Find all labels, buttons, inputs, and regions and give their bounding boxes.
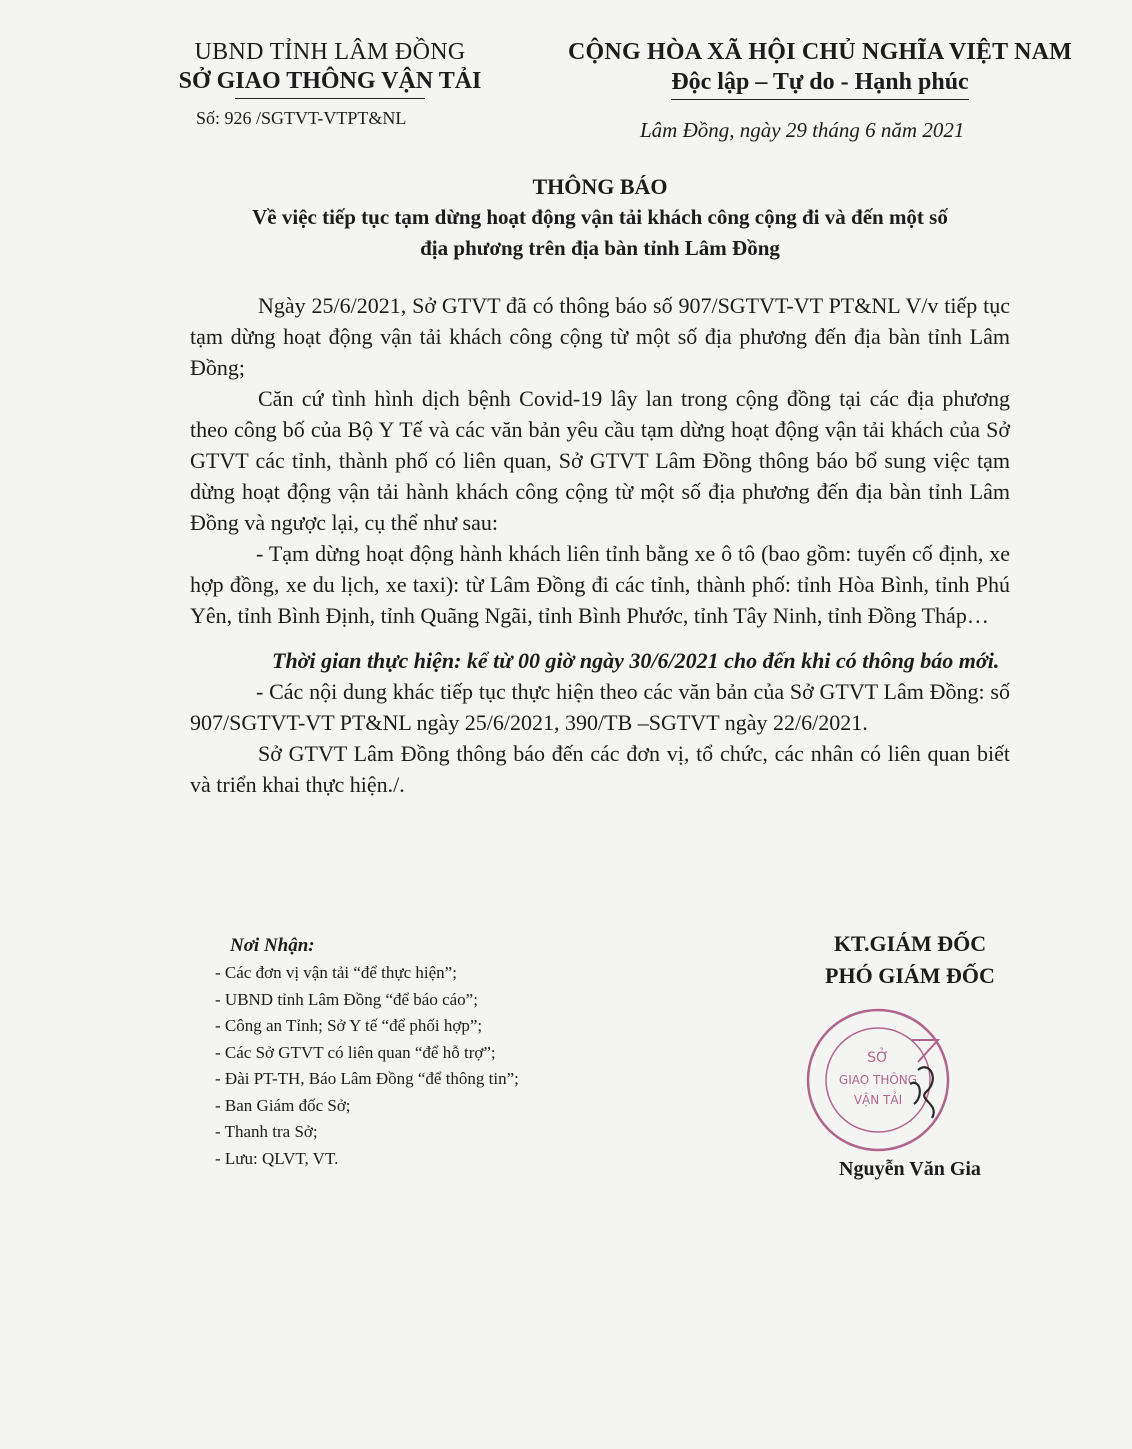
official-seal-stamp (800, 1000, 960, 1160)
title-main: THÔNG BÁO (532, 174, 668, 199)
paragraph-2: Căn cứ tình hình dịch bệnh Covid-19 lây lan trong cộng đồng tại các địa phương theo công bố của Bộ Y Tế và các văn bản yêu cầu tạm dừng hoạt động vận tải khách của Sở GTVT các tỉnh, thành phố có liên quan, Sở GTVT Lâm Đồng thông báo bổ sung việc tạm dừng hoạt động vận tải hành khách công cộng từ một số địa phương đến địa bàn tỉnh Lâm Đồng và ngược lại, cụ thể như sau: (190, 386, 1010, 535)
national-heading (560, 38, 1080, 100)
seal-text-line2: GIAO THÔNG (838, 1073, 918, 1087)
country-name: CỘNG HÒA XÃ HỘI CHỦ NGHĨA VIỆT NAM (568, 39, 1072, 65)
recipients-list (215, 932, 519, 1172)
recipient-item: - UBND tỉnh Lâm Đồng “để báo cáo”; (215, 989, 478, 1009)
motto: Độc lập – Tự do - Hạnh phúc (671, 66, 968, 100)
paragraph-1: Ngày 25/6/2021, Sở GTVT đã có thông báo số 907/SGTVT-VT PT&NL V/v tiếp tục tạm dừng hoạt động vận tải khách công cộng từ một số địa phương đến địa bàn tỉnh Lâm Đồng; (190, 293, 1010, 380)
recipient-item: - Ban Giám đốc Sở; (215, 1095, 351, 1115)
recipient-item: - Đài PT-TH, Báo Lâm Đồng “để thông tin”; (215, 1069, 519, 1088)
signer-name: Nguyễn Văn Gia (839, 1158, 981, 1180)
seal-text-line3: VẬN TẢI (853, 1093, 903, 1107)
title-sub-line1: Về việc tiếp tục tạm dừng hoạt động vận tải khách công cộng đi và đến một số (252, 205, 948, 229)
title-sub-line2: địa phương trên địa bàn tỉnh Lâm Đồng (420, 236, 780, 260)
signature-title: KT.GIÁM ĐỐC (833, 931, 987, 956)
document-date: Lâm Đồng, ngày 29 tháng 6 năm 2021 (640, 118, 965, 142)
recipients-heading: Nơi Nhận: (230, 935, 315, 956)
recipient-item: - Các đơn vị vận tải “để thực hiện”; (215, 963, 457, 982)
document-body (190, 290, 1010, 800)
paragraph-5: - Các nội dung khác tiếp tục thực hiện theo các văn bản của Sở GTVT Lâm Đồng: số 907/SGTVT-VT PT&NL ngày 25/6/2021, 390/TB –SGTVT ngày 22/6/2021. (190, 679, 1010, 735)
signature-position: PHÓ GIÁM ĐỐC (825, 963, 995, 988)
effective-time: Thời gian thực hiện: kể từ 00 giờ ngày 30/6/2021 cho đến khi có thông báo mới. (272, 648, 1000, 673)
paragraph-6: Sở GTVT Lâm Đồng thông báo đến các đơn vị, tổ chức, các nhân có liên quan biết và triển khai thực hiện./. (190, 741, 1010, 797)
document-number: Số: 926 /SGTVT-VTPT&NL (196, 108, 407, 128)
seal-text-line1: SỞ (867, 1050, 889, 1066)
recipient-item: - Các Sở GTVT có liên quan “để hỗ trợ”; (215, 1042, 496, 1062)
recipient-item: - Thanh tra Sở; (215, 1122, 318, 1141)
issuer-underline (235, 98, 425, 99)
issuer-block (150, 38, 510, 99)
recipient-item: - Lưu: QLVT, VT. (215, 1148, 339, 1168)
issuer-parent: UBND TỈNH LÂM ĐỒNG (194, 39, 466, 65)
document-title (160, 172, 1040, 264)
paragraph-3: - Tạm dừng hoạt động hành khách liên tỉnh bằng xe ô tô (bao gồm: tuyến cố định, xe hợp đồng, xe du lịch, xe taxi): từ Lâm Đồng đi các tỉnh, thành phố: tỉnh Hòa Bình, tỉnh Phú Yên, tỉnh Bình Định, tỉnh Quãng Ngãi, tỉnh Bình Phước, tỉnh Tây Ninh, tỉnh Đồng Tháp… (190, 541, 1010, 628)
issuer-name: SỞ GIAO THÔNG VẬN TẢI (178, 68, 482, 94)
recipient-item: - Công an Tỉnh; Sở Y tế “để phối hợp”; (215, 1016, 483, 1035)
